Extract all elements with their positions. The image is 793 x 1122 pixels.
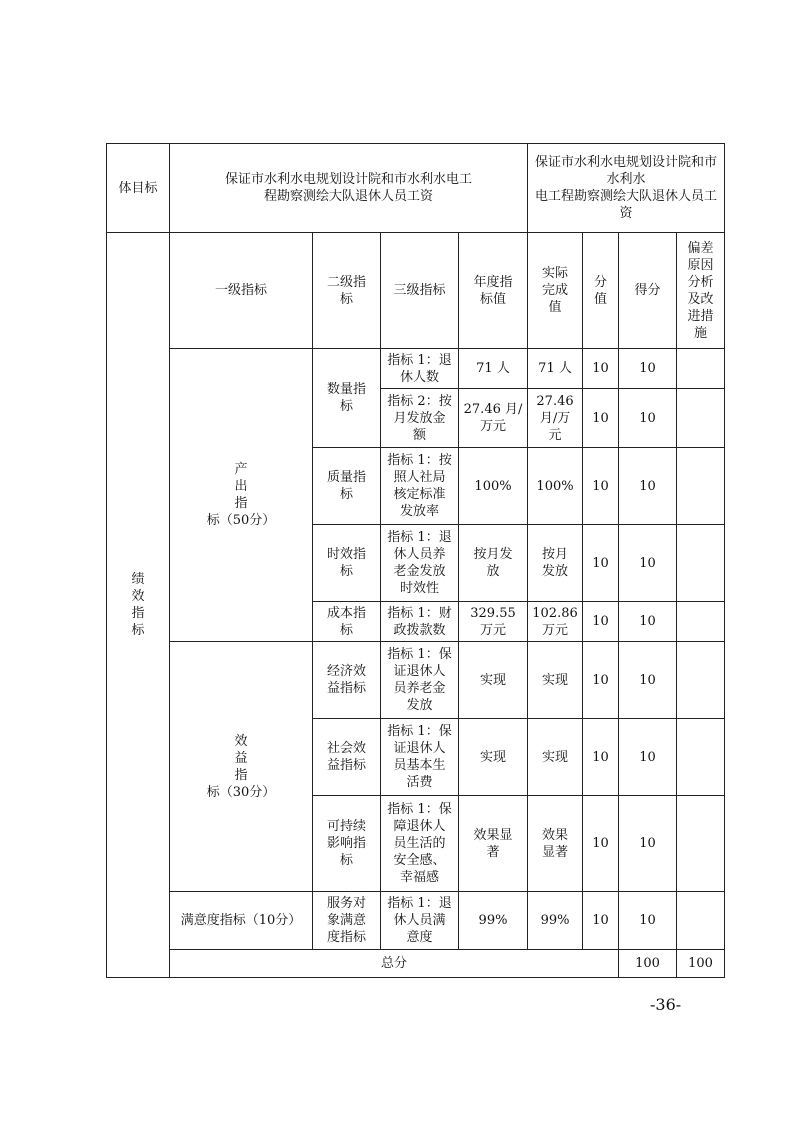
row-note [677,602,725,642]
row-note [677,525,725,602]
row-actual: 71 人 [528,349,583,389]
row-score: 10 [619,719,677,796]
header-actual-value: 实际 完成 值 [528,233,583,349]
row-weight: 10 [583,796,619,892]
row-annual: 329.55 万元 [459,602,528,642]
row-level3: 指标 2：按 月发放金 额 [381,389,459,448]
row-level2: 数量指 标 [313,349,381,448]
row-actual: 效果 显著 [528,796,583,892]
row-annual: 按月发 放 [459,525,528,602]
row-weight: 10 [583,719,619,796]
row-level3: 指标 1：按 照人社局 核定标准 发放率 [381,448,459,525]
total-row [107,950,725,978]
row-level2: 时效指 标 [313,525,381,602]
row-annual: 实现 [459,719,528,796]
performance-table [106,143,725,978]
row-weight: 10 [583,349,619,389]
row-level2: 服务对 象满意 度指标 [313,892,381,950]
row-weight: 10 [583,892,619,950]
row-score: 10 [619,525,677,602]
row-annual: 实现 [459,642,528,719]
row-level3: 指标 1：财 政拨款数 [381,602,459,642]
row-score: 10 [619,389,677,448]
row-weight: 10 [583,448,619,525]
table-row [107,892,725,950]
row-note [677,642,725,719]
row-note [677,389,725,448]
row-score: 10 [619,448,677,525]
row-actual: 27.46 月/万 元 [528,389,583,448]
row-score: 10 [619,349,677,389]
row-actual: 按月 发放 [528,525,583,602]
row-note [677,796,725,892]
row-score: 10 [619,796,677,892]
row-annual: 100% [459,448,528,525]
row-annual: 71 人 [459,349,528,389]
row-annual: 99% [459,892,528,950]
row-weight: 10 [583,389,619,448]
overall-target-label: 体目标 [107,144,170,233]
row-note [677,719,725,796]
row-level3: 指标 1：保 证退休人 员养老金 发放 [381,642,459,719]
header-level1: 一级指标 [170,233,313,349]
header-level2: 二级指 标 [313,233,381,349]
header-score: 得分 [619,233,677,349]
table-row [107,642,725,719]
row-level3: 指标 1：退 休人员养 老金发放 时效性 [381,525,459,602]
row-weight: 10 [583,642,619,719]
row-actual: 实现 [528,719,583,796]
row-level2: 可持续 影响指 标 [313,796,381,892]
row-actual: 102.86 万元 [528,602,583,642]
row-level3: 指标 1：保 证退休人 员基本生 活费 [381,719,459,796]
row-level3: 指标 1：保 障退休人 员生活的 安全感、 幸福感 [381,796,459,892]
table-row [107,349,725,389]
header-row [107,233,725,349]
row-level2: 成本指 标 [313,602,381,642]
row-score: 10 [619,642,677,719]
row-level3: 指标 1：退 休人数 [381,349,459,389]
row-weight: 10 [583,525,619,602]
header-score-value: 分 值 [583,233,619,349]
total-score: 100 [677,950,725,978]
overall-target-planned: 保证市水利水电规划设计院和市水利水电工 程勘察测绘大队退休人员工资 [170,144,528,233]
row-annual: 效果显 著 [459,796,528,892]
row-actual: 实现 [528,642,583,719]
row-level2: 质量指 标 [313,448,381,525]
row-note [677,349,725,389]
row-annual: 27.46 月/ 万元 [459,389,528,448]
row-level2: 经济效 益指标 [313,642,381,719]
row-note [677,448,725,525]
header-deviation: 偏差 原因 分析 及改 进措 施 [677,233,725,349]
row-actual: 100% [528,448,583,525]
row-score: 10 [619,602,677,642]
overall-target-row [107,144,725,233]
group-benefit-indicators: 效 益 指 标（30分） [170,642,313,892]
row-weight: 10 [583,602,619,642]
row-actual: 99% [528,892,583,950]
row-score: 10 [619,892,677,950]
row-level3: 指标 1：退 休人员满 意度 [381,892,459,950]
overall-target-actual: 保证市水利水电规划设计院和市水利水 电工程勘察测绘大队退休人员工资 [528,144,725,233]
performance-indicator-label: 绩 效 指 标 [107,233,170,978]
total-weight: 100 [619,950,677,978]
group-satisfaction-indicators: 满意度指标（10分） [170,892,313,950]
header-level3: 三级指标 [381,233,459,349]
page-number: -36- [650,995,682,1014]
row-level2: 社会效 益指标 [313,719,381,796]
group-output-indicators: 产 出 指 标（50分） [170,349,313,642]
total-label: 总分 [170,950,619,978]
header-annual-target: 年度指 标值 [459,233,528,349]
row-note [677,892,725,950]
